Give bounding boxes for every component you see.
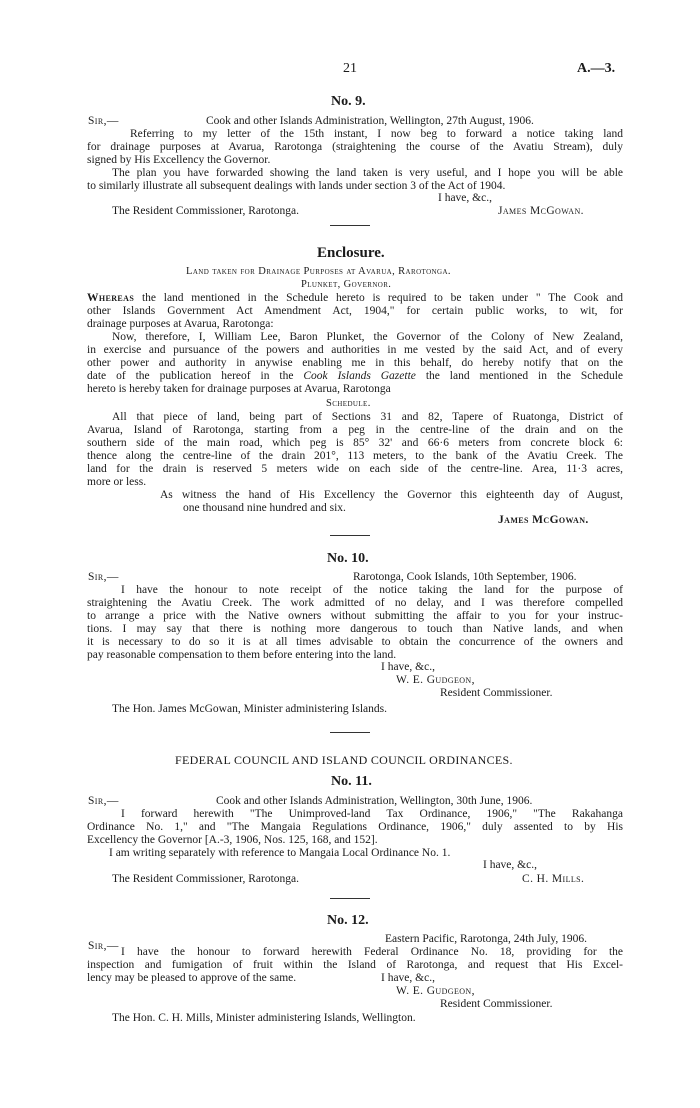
- schedule-line-3: southern side of the main road, which peg is 85° 32' and 66·6 meters from concrete block 6:: [87, 437, 623, 449]
- no12-dateline: Eastern Pacific, Rarotonga, 24th July, 1906.: [385, 933, 588, 945]
- gazette-line-a: date of the publication hereof in the: [87, 370, 294, 382]
- no9-addressee: The Resident Commissioner, Rarotonga.: [112, 205, 300, 217]
- enclosure-body-line-6: other power and authority in anywise enabling me in this behalf, do hereby notify that on the: [87, 357, 623, 369]
- no9-closing: I have, &c.,: [438, 192, 492, 204]
- enclosure-title: Enclosure.: [317, 245, 385, 261]
- no11-dateline: Cook and other Islands Administration, Wellington, 30th June, 1906.: [216, 795, 533, 807]
- no12-body-line-1: I have the honour to forward herewith Federal Ordinance No. 18, providing for the: [121, 946, 623, 958]
- divider: [330, 535, 370, 536]
- enclosure-body-line-4: Now, therefore, I, William Lee, Baron Plunket, the Governor of the Colony of New Zealand,: [112, 331, 623, 343]
- no9-signature: James McGowan.: [498, 205, 584, 217]
- no10-signature-title: Resident Commissioner.: [440, 687, 553, 699]
- divider: [330, 732, 370, 733]
- no12-signature-title: Resident Commissioner.: [440, 998, 553, 1010]
- no9-title: No. 9.: [331, 94, 366, 109]
- enclosure-body-line-2: other Islands Government Act Amendment Act, 1904," for certain public works, to wit, for: [87, 305, 623, 317]
- enclosure-body-line-7: [87, 370, 623, 383]
- no10-salutation: Sir,—: [88, 571, 119, 583]
- no10-body-line-1: I have the honour to note receipt of the notice taking the land for the purpose of: [121, 584, 623, 596]
- no12-addressee: The Hon. C. H. Mills, Minister administering Islands, Wellington.: [112, 1012, 416, 1024]
- schedule-line-2: Avarua, Island of Rarotonga, starting from a peg in the centre-line of the drain and on the: [87, 424, 623, 436]
- no9-body-line-5: to similarly illustrate all subsequent dealings with lands under section 3 of the Act of 1904.: [87, 180, 506, 192]
- schedule-line-1: All that piece of land, being part of Sections 31 and 82, Tapere of Ruatonga, District of: [112, 411, 623, 423]
- no12-salutation: Sir,—: [88, 940, 119, 952]
- document-reference: A.—3.: [577, 61, 616, 76]
- witness-line-2: one thousand nine hundred and six.: [183, 502, 346, 514]
- page-number: 21: [343, 61, 357, 76]
- gazette-line-b: the land mentioned in the Schedule: [425, 370, 624, 382]
- no9-body-line-4: The plan you have forwarded showing the land taken is very useful, and I hope you will be able: [112, 167, 623, 179]
- whereas-word: Whereas: [87, 292, 135, 304]
- no10-body-line-6: pay reasonable compensation to them before entering into the land.: [87, 649, 397, 661]
- schedule-line-6: more or less.: [87, 476, 147, 488]
- no11-salutation: Sir,—: [88, 795, 119, 807]
- no9-body-line-2: for drainage purposes at Avarua, Rarotonga (straightening the course of the Avatiu Stream), duly: [87, 141, 623, 153]
- no12-body-line-3: lency may be pleased to approve of the same.: [87, 972, 297, 984]
- schedule-line-5: land for the drain is reserved 5 meters wide on each side of the centre-line. Area, 11·3 acres,: [87, 463, 623, 475]
- no12-body-line-2: inspection and fumigation of fruit within the Island of Rarotonga, and request that His Excel-: [87, 959, 623, 971]
- no11-body-line-1: I forward herewith "The Unimproved-land Tax Ordinance, 1906," "The Rakahanga: [121, 808, 623, 820]
- enclosure-governor: Plunket, Governor.: [301, 279, 392, 290]
- no11-addressee: The Resident Commissioner, Rarotonga.: [112, 873, 300, 885]
- no12-title: No. 12.: [327, 913, 369, 928]
- no10-closing: I have, &c.,: [381, 661, 435, 673]
- no9-salutation: Sir,—: [88, 115, 119, 127]
- enclosure-body-line-1: [87, 292, 623, 305]
- gazette-name: Cook Islands Gazette: [303, 370, 416, 382]
- no11-closing: I have, &c.,: [483, 859, 537, 871]
- no10-body-line-3: to arrange a price with the Native owners without submitting the affair to you for your instruc-: [87, 610, 623, 622]
- whereas-rest: the land mentioned in the Schedule hereto is required to be taken under " The Cook and: [141, 292, 623, 304]
- divider: [330, 898, 370, 899]
- no9-body-line-1: Referring to my letter of the 15th instant, I now beg to forward a notice taking land: [130, 128, 623, 140]
- no10-body-line-2: straightening the Avatiu Creek. The work admitted of no delay, and I was therefore compelled: [87, 597, 623, 609]
- no10-signature: W. E. Gudgeon,: [396, 674, 475, 686]
- section-heading: FEDERAL COUNCIL AND ISLAND COUNCIL ORDINANCES.: [175, 753, 513, 767]
- no11-signature: C. H. Mills.: [522, 873, 585, 885]
- no11-body-line-3: Excellency the Governor [A.-3, 1906, Nos. 125, 168, and 152].: [87, 834, 378, 846]
- witness-line-1: As witness the hand of His Excellency the Governor this eighteenth day of August,: [160, 489, 623, 501]
- no10-body-line-5: it is necessary to do so it is at all times advisable to obtain the concurrence of the owners and: [87, 636, 623, 648]
- no11-body-line-2: Ordinance No. 1," and "The Mangaia Regulations Ordinance, 1906," duly assented to by His: [87, 821, 623, 833]
- schedule-title: Schedule.: [326, 398, 371, 409]
- no12-closing: I have, &c.,: [381, 972, 435, 984]
- enclosure-subtitle: Land taken for Drainage Purposes at Avarua, Rarotonga.: [186, 266, 451, 277]
- no12-signature: W. E. Gudgeon,: [396, 985, 475, 997]
- no9-body-line-3: signed by His Excellency the Governor.: [87, 154, 271, 166]
- schedule-line-4: thence along the centre-line of the drain 201°, 113 meters, to the bank of the Avatiu Creek. The: [87, 450, 623, 462]
- no11-title: No. 11.: [331, 774, 372, 789]
- enclosure-body-line-3: drainage purposes at Avarua, Rarotonga:: [87, 318, 274, 330]
- enclosure-body-line-5: in exercise and pursuance of the powers and authorities in me vested by the said Act, and of every: [87, 344, 623, 356]
- no10-addressee: The Hon. James McGowan, Minister administering Islands.: [112, 703, 387, 715]
- divider: [330, 225, 370, 226]
- enclosure-signature: James McGowan.: [498, 514, 589, 526]
- no10-dateline: Rarotonga, Cook Islands, 10th September, 1906.: [353, 571, 577, 583]
- no10-body-line-4: tions. I may say that there is nothing more dangerous to touch than Native lands, and when: [87, 623, 623, 635]
- enclosure-body-line-8: hereto is hereby taken for drainage purposes at Avarua, Rarotonga: [87, 383, 391, 395]
- no9-dateline: Cook and other Islands Administration, Wellington, 27th August, 1906.: [206, 115, 534, 127]
- no11-body-line-4: I am writing separately with reference to Mangaia Local Ordinance No. 1.: [109, 847, 451, 859]
- no10-title: No. 10.: [327, 551, 369, 566]
